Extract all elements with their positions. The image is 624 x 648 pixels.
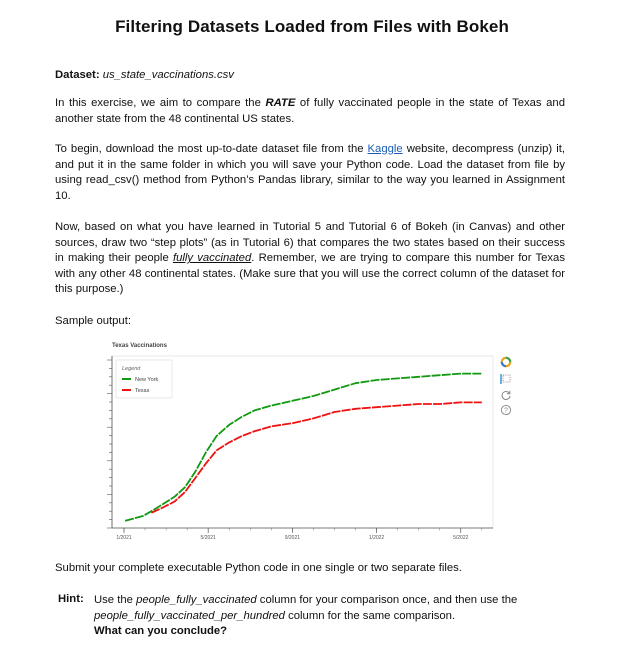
text-run: of fully vaccinated people in the state of Texas and another state from the 48 continental US states.: [55, 97, 565, 125]
x-tick-label: 5/2022: [453, 535, 469, 541]
text-run: website, decompress (unzip) it, and put it in the same folder in which you will save your Python code. Load the dataset from file by using read_csv() method from Python’s Pandas library, similar to the way you learned in Assignment 10.: [55, 143, 565, 202]
chart-svg: [98, 338, 533, 553]
sample-output-label: Sample output:: [55, 315, 131, 327]
x-tick-label: 1/2022: [368, 535, 385, 541]
bokeh-logo-icon[interactable]: [500, 356, 512, 368]
intro-paragraph: [55, 96, 565, 127]
sample-chart: [98, 338, 533, 553]
dataset-file: us_state_vaccinations.csv: [102, 69, 234, 81]
chart-legend: [116, 360, 172, 398]
legend-title: Legend: [122, 366, 141, 372]
dataset-line: [55, 68, 565, 84]
chart-toolbar: [498, 356, 514, 436]
download-paragraph: [55, 142, 565, 204]
hint-text: [94, 593, 564, 640]
fully-vaccinated-emphasis: fully vaccinated: [172, 252, 252, 265]
reset-icon[interactable]: [500, 389, 512, 401]
instructions-paragraph: [55, 220, 565, 298]
help-icon[interactable]: [500, 404, 512, 416]
legend-label-texas: Texas: [135, 388, 150, 394]
pan-icon[interactable]: [500, 373, 512, 385]
rate-emphasis: RATE: [265, 97, 296, 109]
text-run: In this exercise, we aim to compare the: [55, 97, 266, 109]
dataset-label: Dataset:: [55, 69, 100, 81]
text-run: column for the same comparison.: [284, 609, 456, 622]
x-tick-label: 9/2021: [284, 535, 301, 541]
text-run: To begin, download the most up-to-date dataset file from the: [55, 143, 368, 155]
kaggle-link[interactable]: Kaggle: [367, 143, 403, 155]
chart-title: Texas Vaccinations: [112, 343, 167, 349]
text-run: Use the: [94, 594, 137, 606]
page-title: Filtering Datasets Loaded from Files with Bokeh: [115, 17, 509, 36]
text-run: column for your comparison once, and then use the: [256, 594, 518, 606]
hint-label: Hint:: [58, 593, 84, 605]
text-run: . Remember, we are trying to compare this number for Texas with any other 48 continental states. (Make sure that you will use the correct column of the dataset for this purpose.): [55, 252, 565, 296]
conclusion-question: What can you conclude?: [94, 625, 228, 638]
column-name-fully-vaccinated: people_fully_vaccinated: [136, 594, 257, 606]
text-run: Now, based on what you have learned in Tutorial 5 and Tutorial 6 of Bokeh (in Canvas) and other sources, draw two “step plots” (as in Tutorial 6) that compares the two states based on their success in making their people: [55, 221, 565, 265]
legend-label-new-york: New York: [135, 377, 159, 383]
x-tick-label: 5/2021: [200, 535, 216, 541]
svg-text:?: ?: [504, 407, 508, 415]
column-name-per-hundred: people_fully_vaccinated_per_hundred: [94, 609, 285, 622]
x-tick-label: 1/2021: [116, 535, 132, 541]
submit-instruction: Submit your complete executable Python code in one single or two separate files.: [55, 562, 462, 574]
